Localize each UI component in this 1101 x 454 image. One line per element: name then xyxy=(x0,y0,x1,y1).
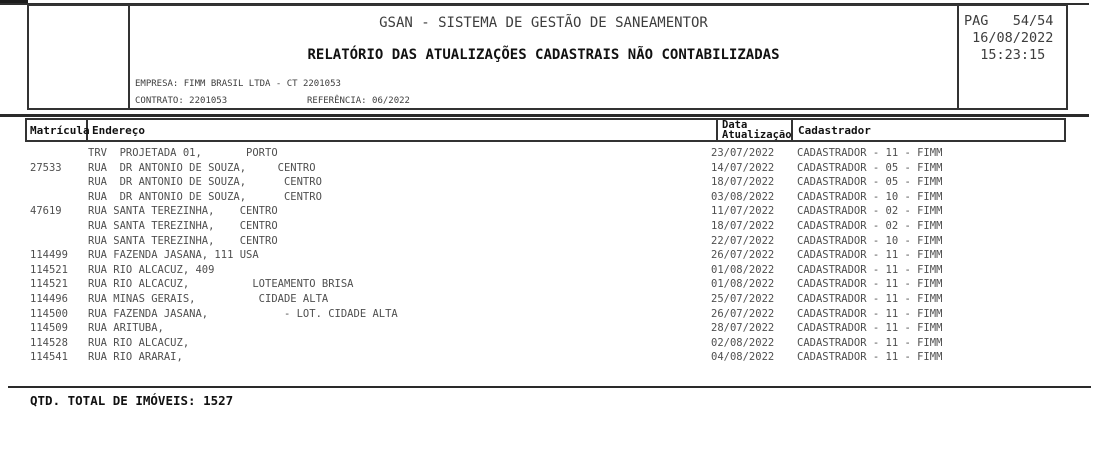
column-header-data-line2: Atualização xyxy=(722,129,792,141)
cell-data: 01/08/2022 xyxy=(711,263,775,276)
cell-data: 18/07/2022 xyxy=(711,176,775,189)
page-number: PAG 54/54 xyxy=(964,13,1054,29)
contrato-line: CONTRATO: 2201053 xyxy=(135,96,228,106)
cell-matricula: 114499 xyxy=(30,249,68,262)
column-header-data-atualizacao xyxy=(718,120,793,140)
report-header xyxy=(27,4,1068,110)
cell-data: 22/07/2022 xyxy=(711,234,775,247)
table-row xyxy=(0,350,1101,365)
report-header-center xyxy=(130,6,957,108)
report-subtitle: RELATÓRIO DAS ATUALIZAÇÕES CADASTRAIS NÃO CONTABILIZADAS xyxy=(307,47,780,63)
table-row xyxy=(0,146,1101,161)
cell-matricula: 47619 xyxy=(30,205,62,218)
report-title: GSAN - SISTEMA DE GESTÃO DE SANEAMENTOR xyxy=(379,15,708,31)
table-body xyxy=(0,146,1101,365)
cell-cadastrador: CADASTRADOR - 02 - FIMM xyxy=(797,219,943,232)
table-row xyxy=(0,175,1101,190)
cell-cadastrador: CADASTRADOR - 02 - FIMM xyxy=(797,205,943,218)
header-separator-rule xyxy=(0,114,1089,117)
cell-data: 28/07/2022 xyxy=(711,322,775,335)
table-row xyxy=(0,292,1101,307)
column-header-matricula: Matrícula xyxy=(27,120,88,140)
cell-cadastrador: CADASTRADOR - 11 - FIMM xyxy=(797,307,943,320)
cell-endereco: RUA DR ANTONIO DE SOUZA, CENTRO xyxy=(88,176,322,189)
cell-endereco: RUA SANTA TEREZINHA, CENTRO xyxy=(88,219,278,232)
cell-endereco: RUA MINAS GERAIS, CIDADE ALTA xyxy=(88,292,329,305)
cell-data: 26/07/2022 xyxy=(711,249,775,262)
cell-matricula: 114509 xyxy=(30,322,68,335)
cell-cadastrador: CADASTRADOR - 11 - FIMM xyxy=(797,249,943,262)
cell-cadastrador: CADASTRADOR - 11 - FIMM xyxy=(797,278,943,291)
logo-placeholder xyxy=(29,6,130,108)
table-row xyxy=(0,263,1101,278)
cell-cadastrador: CADASTRADOR - 05 - FIMM xyxy=(797,176,943,189)
cell-endereco: RUA FAZENDA JASANA, 111 USA xyxy=(88,249,259,262)
table-row xyxy=(0,161,1101,176)
cell-cadastrador: CADASTRADOR - 11 - FIMM xyxy=(797,292,943,305)
cell-matricula: 114521 xyxy=(30,278,68,291)
table-row xyxy=(0,204,1101,219)
column-header-data-line1: Data xyxy=(722,118,748,131)
total-imoveis: QTD. TOTAL DE IMÓVEIS: 1527 xyxy=(30,393,234,408)
cell-data: 04/08/2022 xyxy=(711,351,775,364)
column-header-endereco: Endereço xyxy=(88,120,718,140)
table-row xyxy=(0,248,1101,263)
cell-endereco: RUA DR ANTONIO DE SOUZA, CENTRO xyxy=(88,190,322,203)
table-header xyxy=(25,118,1066,142)
cell-endereco: TRV PROJETADA 01, PORTO xyxy=(88,147,278,159)
cell-endereco: RUA ARITUBA, xyxy=(88,322,164,335)
cell-data: 25/07/2022 xyxy=(711,292,775,305)
cell-cadastrador: CADASTRADOR - 11 - FIMM xyxy=(797,351,943,364)
report-date: 16/08/2022 xyxy=(964,30,1054,46)
cell-data: 01/08/2022 xyxy=(711,278,775,291)
cell-matricula: 114496 xyxy=(30,292,68,305)
cell-matricula: 114500 xyxy=(30,307,68,320)
cell-cadastrador: CADASTRADOR - 05 - FIMM xyxy=(797,161,943,174)
cell-endereco: RUA SANTA TEREZINHA, CENTRO xyxy=(88,205,278,218)
empresa-line: EMPRESA: FIMM BRASIL LTDA - CT 2201053 xyxy=(135,79,341,89)
cell-cadastrador: CADASTRADOR - 11 - FIMM xyxy=(797,263,943,276)
table-row xyxy=(0,307,1101,322)
cell-matricula: 114521 xyxy=(30,263,68,276)
cell-data: 23/07/2022 xyxy=(711,147,775,159)
table-row xyxy=(0,336,1101,351)
cell-endereco: RUA SANTA TEREZINHA, CENTRO xyxy=(88,234,278,247)
cell-endereco: RUA FAZENDA JASANA, - LOT. CIDADE ALTA xyxy=(88,307,398,320)
cell-data: 11/07/2022 xyxy=(711,205,775,218)
cell-cadastrador: CADASTRADOR - 11 - FIMM xyxy=(797,147,943,159)
cell-cadastrador: CADASTRADOR - 11 - FIMM xyxy=(797,322,943,335)
column-header-cadastrador: Cadastrador xyxy=(798,123,871,137)
page-info-box xyxy=(957,6,1066,108)
cell-cadastrador: CADASTRADOR - 10 - FIMM xyxy=(797,190,943,203)
table-row xyxy=(0,321,1101,336)
referencia-line: REFERÊNCIA: 06/2022 xyxy=(307,96,410,106)
cell-endereco: RUA RIO ARARAI, xyxy=(88,351,183,364)
table-row xyxy=(0,277,1101,292)
table-row xyxy=(0,190,1101,205)
cell-data: 03/08/2022 xyxy=(711,190,775,203)
cell-cadastrador: CADASTRADOR - 10 - FIMM xyxy=(797,234,943,247)
cell-data: 26/07/2022 xyxy=(711,307,775,320)
cell-data: 14/07/2022 xyxy=(711,161,775,174)
table-row xyxy=(0,219,1101,234)
cell-endereco: RUA DR ANTONIO DE SOUZA, CENTRO xyxy=(88,161,316,174)
cell-cadastrador: CADASTRADOR - 11 - FIMM xyxy=(797,336,943,349)
cell-matricula: 27533 xyxy=(30,161,62,174)
cell-endereco: RUA RIO ALCACUZ, LOTEAMENTO BRISA xyxy=(88,278,354,291)
cell-endereco: RUA RIO ALCACUZ, xyxy=(88,336,190,349)
cell-matricula: 114541 xyxy=(30,351,68,364)
table-row xyxy=(0,234,1101,249)
cell-data: 02/08/2022 xyxy=(711,336,775,349)
cell-data: 18/07/2022 xyxy=(711,219,775,232)
cell-matricula: 114528 xyxy=(30,336,68,349)
footer-rule xyxy=(8,386,1091,388)
report-time: 15:23:15 xyxy=(964,47,1046,63)
cell-endereco: RUA RIO ALCACUZ, 409 xyxy=(88,263,215,276)
